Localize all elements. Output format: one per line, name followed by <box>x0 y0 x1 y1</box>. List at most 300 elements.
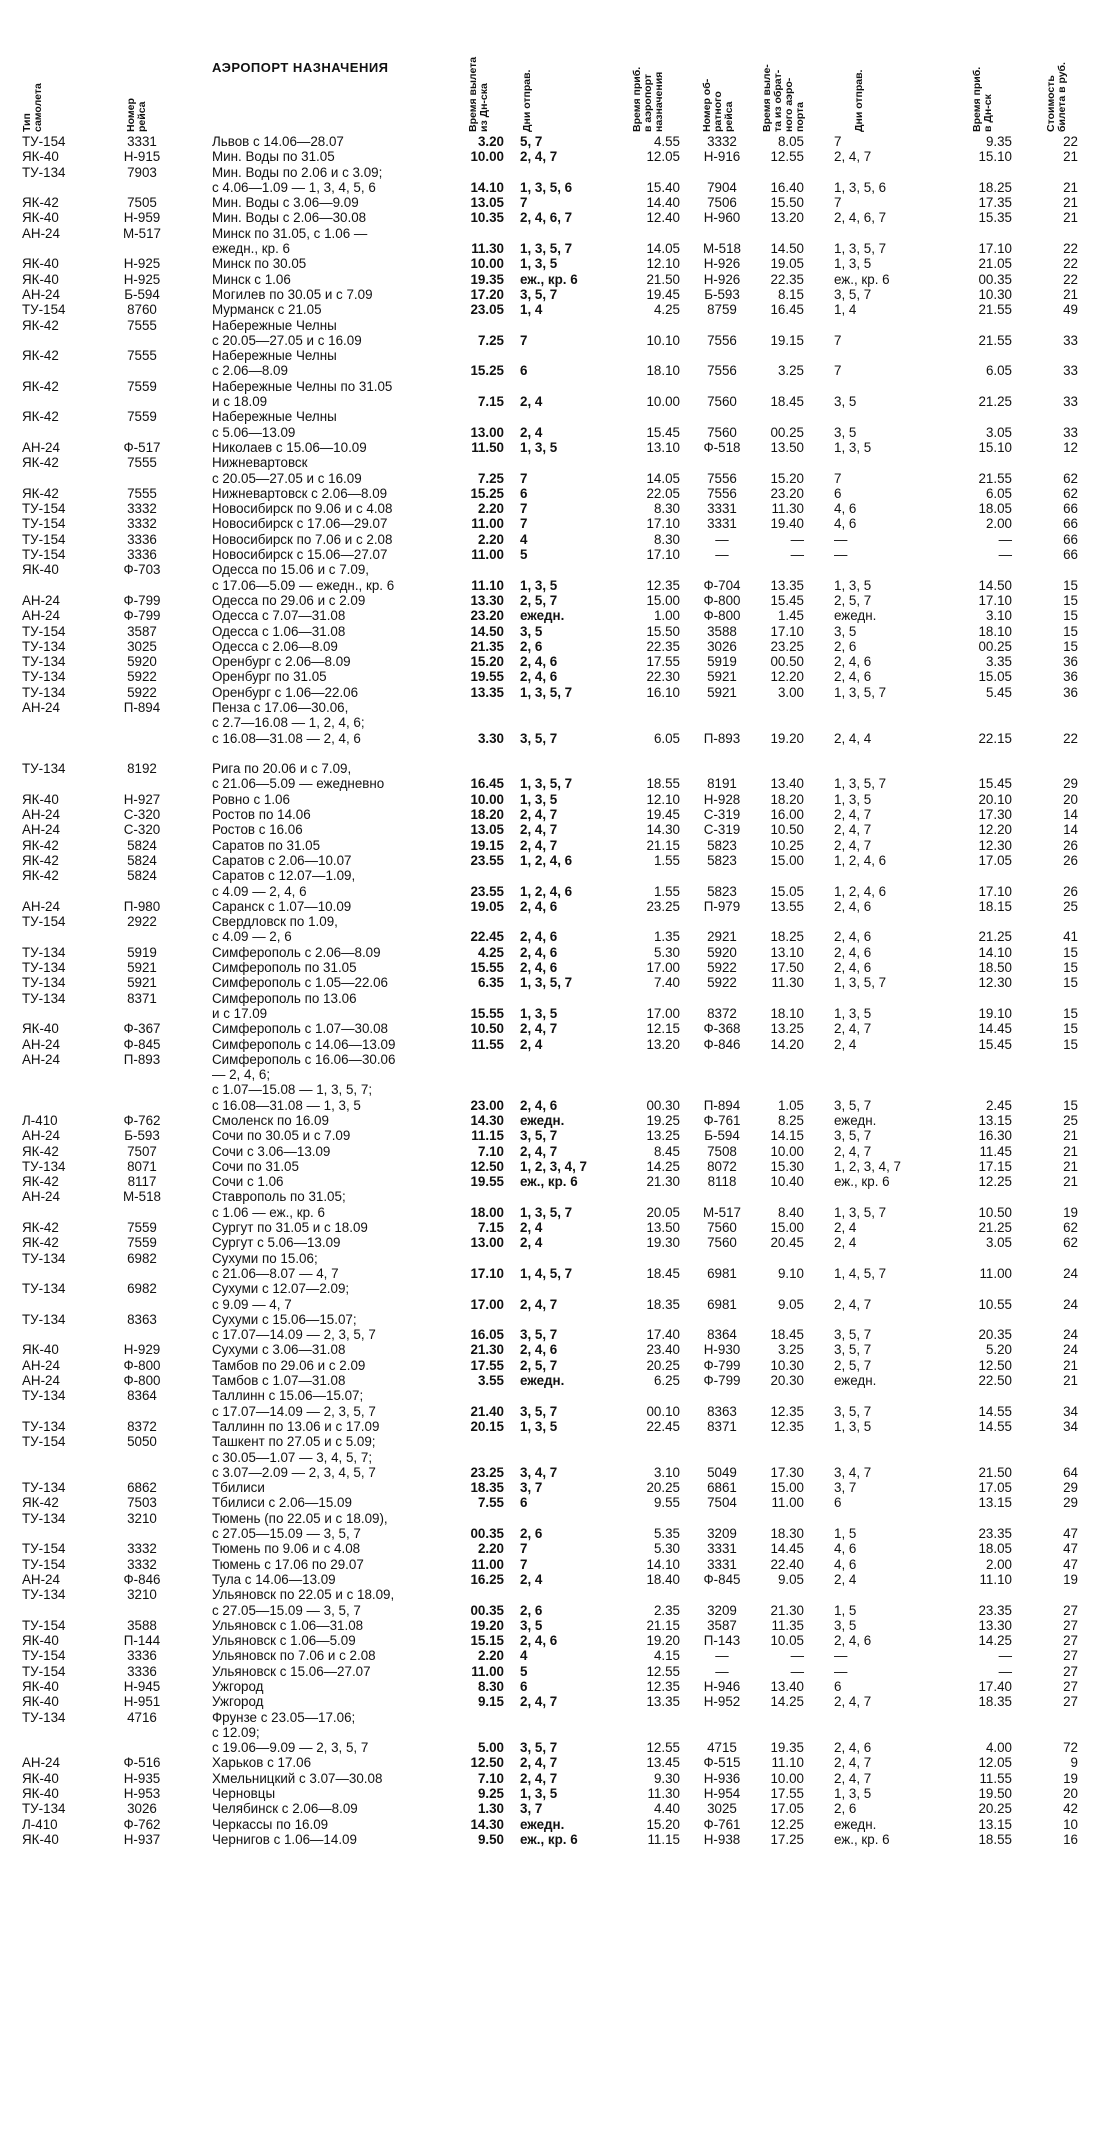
table-row <box>22 1327 1094 1342</box>
header-price: Стоимость билета в руб. <box>1045 62 1068 132</box>
arrival-time: 17.10 <box>646 516 680 532</box>
arrival-time: 13.35 <box>646 1694 680 1710</box>
aircraft-type: ТУ-154 <box>22 1434 66 1450</box>
departure-days: 2, 4, 7 <box>520 822 558 838</box>
return-days: 2, 4 <box>834 1220 857 1236</box>
return-arrival: 11.00 <box>979 1265 1012 1281</box>
departure-days: 2, 4 <box>520 424 543 440</box>
return-days: 2, 4, 7 <box>834 807 872 823</box>
departure-time: 16.45 <box>470 776 504 792</box>
aircraft-type: АН-24 <box>22 807 60 823</box>
return-arrival: 21.55 <box>978 470 1012 486</box>
return-days: — <box>834 547 848 563</box>
ticket-price: 27 <box>1063 1633 1078 1649</box>
return-arrival: 14.55 <box>978 1403 1012 1419</box>
aircraft-type: ЯК-40 <box>22 1694 59 1710</box>
departure-time: 23.05 <box>470 302 504 318</box>
return-flight: П-143 <box>703 1633 741 1649</box>
flight-number: Ф-367 <box>123 1021 161 1037</box>
flight-number: 7559 <box>127 409 157 425</box>
departure-days: 1, 3, 5, 6 <box>520 179 573 195</box>
flight-number: Ф-800 <box>123 1357 161 1373</box>
flight-number: 5824 <box>127 852 157 868</box>
destination: Минск по 31.05, с 1.06 — <box>212 225 368 241</box>
return-days: еж., кр. 6 <box>834 1174 890 1190</box>
arrival-time: 15.45 <box>646 424 680 440</box>
departure-time: 13.00 <box>470 1235 504 1251</box>
return-flight: 7556 <box>707 485 737 501</box>
departure-time: 3.30 <box>477 730 504 746</box>
aircraft-type: ТУ-154 <box>22 1617 66 1633</box>
departure-days: 4 <box>520 1648 528 1664</box>
return-days: 7 <box>834 332 842 348</box>
return-days: 2, 4, 6 <box>834 654 872 670</box>
ticket-price: 62 <box>1063 1235 1078 1251</box>
flight-number: 5824 <box>127 837 157 853</box>
return-days: 6 <box>834 1495 842 1511</box>
return-arrival: 23.35 <box>978 1602 1012 1618</box>
table-row <box>22 1725 1094 1740</box>
arrival-time: 11.15 <box>647 1831 680 1847</box>
departure-time: 16.25 <box>470 1571 504 1587</box>
return-days: 2, 4, 6 <box>834 960 872 976</box>
departure-days: 1, 3, 5 <box>520 1418 558 1434</box>
return-days: 2, 5, 7 <box>834 592 872 608</box>
return-departure: 12.35 <box>770 1418 804 1434</box>
return-arrival: 12.50 <box>978 1357 1012 1373</box>
arrival-time: 21.15 <box>646 1617 680 1633</box>
return-flight: Н-926 <box>703 256 741 272</box>
return-days: 2, 4, 7 <box>834 1021 872 1037</box>
return-arrival: 17.40 <box>978 1678 1012 1694</box>
return-departure: 8.15 <box>777 286 804 302</box>
aircraft-type: ТУ-134 <box>22 1510 66 1526</box>
flight-number: 7555 <box>127 485 157 501</box>
flight-number: 8364 <box>127 1388 157 1404</box>
return-days: 1, 3, 5 <box>834 1418 872 1434</box>
aircraft-type: ЯК-42 <box>22 455 59 471</box>
departure-days: 1, 3, 5 <box>520 577 558 593</box>
table-row <box>22 1281 1094 1296</box>
table-row <box>22 425 1094 440</box>
ticket-price: 29 <box>1063 776 1078 792</box>
header-departure-time: Время вылета из Дн-ска <box>467 56 490 132</box>
destination: Симферополь по 31.05 <box>212 960 357 976</box>
table-row <box>22 562 1094 577</box>
table-row <box>22 761 1094 776</box>
return-departure: 10.40 <box>770 1174 804 1190</box>
destination: Ташкент по 27.05 и с 5.09; <box>212 1434 376 1450</box>
return-days: 3, 4, 7 <box>834 1464 872 1480</box>
return-flight: 7560 <box>707 1220 737 1236</box>
return-arrival: — <box>998 531 1012 547</box>
return-arrival: 15.45 <box>978 1036 1012 1052</box>
return-departure: 13.10 <box>770 944 804 960</box>
destination: Черновцы <box>212 1786 276 1802</box>
return-departure: 17.55 <box>770 1786 804 1802</box>
return-departure: 17.10 <box>770 623 804 639</box>
return-departure: 11.00 <box>771 1495 804 1511</box>
aircraft-type: ТУ-154 <box>22 1648 66 1664</box>
return-flight: 3332 <box>707 134 737 149</box>
flight-number: 7555 <box>127 348 157 364</box>
departure-days: 2, 4, 7 <box>520 1296 558 1312</box>
table-row <box>22 1159 1094 1174</box>
departure-time: 11.50 <box>471 439 504 455</box>
return-days: 6 <box>834 1678 842 1694</box>
return-days: 2, 4 <box>834 1036 857 1052</box>
ticket-price: 29 <box>1063 1480 1078 1496</box>
arrival-time: 21.15 <box>646 837 680 853</box>
destination: и с 18.09 <box>212 394 268 410</box>
ticket-price: 14 <box>1063 807 1078 823</box>
destination: Одесса с 1.06—31.08 <box>212 623 346 639</box>
ticket-price: 22 <box>1063 730 1078 746</box>
arrival-time: 18.45 <box>646 1265 680 1281</box>
return-arrival: 10.30 <box>978 286 1012 302</box>
destination: Ульяновск с 1.06—31.08 <box>212 1617 364 1633</box>
ticket-price: 47 <box>1063 1556 1078 1572</box>
table-row <box>22 746 1094 761</box>
departure-time: 23.20 <box>470 608 504 624</box>
ticket-price: 19 <box>1063 1571 1078 1587</box>
departure-days: 1, 3, 5 <box>520 1005 558 1021</box>
flight-number: Б-594 <box>124 286 160 302</box>
table-row <box>22 1220 1094 1235</box>
table-row <box>22 578 1094 593</box>
arrival-time: 19.45 <box>646 807 680 823</box>
return-days: 2, 6 <box>834 1801 857 1817</box>
table-row <box>22 899 1094 914</box>
table-row <box>22 1817 1094 1832</box>
aircraft-type: ЯК-40 <box>22 1342 59 1358</box>
return-days: 1, 4 <box>834 302 857 318</box>
arrival-time: 4.40 <box>653 1801 680 1817</box>
aircraft-type: ТУ-154 <box>22 1663 66 1679</box>
return-arrival: 6.05 <box>985 363 1012 379</box>
return-flight: 5921 <box>707 684 737 700</box>
departure-time: 21.30 <box>470 1342 504 1358</box>
table-row <box>22 195 1094 210</box>
return-arrival: 3.35 <box>985 654 1012 670</box>
departure-days: 6 <box>520 1678 528 1694</box>
return-departure: 15.20 <box>770 470 804 486</box>
flight-number: 3331 <box>127 134 157 149</box>
aircraft-type: Л-410 <box>22 1816 58 1832</box>
return-flight: 7556 <box>707 470 737 486</box>
return-days: 2, 5, 7 <box>834 1357 872 1373</box>
return-days: 2, 4, 6 <box>834 929 872 945</box>
return-flight: 3331 <box>707 1556 737 1572</box>
departure-time: 1.30 <box>477 1801 504 1817</box>
table-row <box>22 1189 1094 1204</box>
destination: Минск по 30.05 <box>212 256 307 272</box>
return-departure: 13.50 <box>770 439 804 455</box>
aircraft-type: ЯК-42 <box>22 378 59 394</box>
return-flight: Н-938 <box>703 1831 741 1847</box>
arrival-time: 6.05 <box>653 730 680 746</box>
arrival-time: 5.30 <box>653 1541 680 1557</box>
aircraft-type: ТУ-134 <box>22 1480 66 1496</box>
return-flight: 7560 <box>707 394 737 410</box>
aircraft-type: ТУ-134 <box>22 164 66 180</box>
departure-time: 15.55 <box>470 960 504 976</box>
table-row <box>22 1664 1094 1679</box>
return-days: еж., кр. 6 <box>834 1831 890 1847</box>
arrival-time: 18.55 <box>646 776 680 792</box>
destination: Симферополь с 1.05—22.06 <box>212 975 389 991</box>
table-row <box>22 1434 1094 1449</box>
return-flight: 7560 <box>707 1235 737 1251</box>
flight-number: 7559 <box>127 1220 157 1236</box>
destination: Симферополь с 14.06—13.09 <box>212 1036 396 1052</box>
return-days: 1, 3, 5, 7 <box>834 684 887 700</box>
return-arrival: 14.50 <box>978 577 1012 593</box>
table-row <box>22 853 1094 868</box>
departure-days: 7 <box>520 195 528 211</box>
destination: с 16.08—31.08 — 2, 4, 6 <box>212 730 361 746</box>
return-flight: Н-916 <box>703 149 741 165</box>
return-flight: М-517 <box>703 1204 741 1220</box>
ticket-price: 25 <box>1063 1113 1078 1128</box>
aircraft-type: ЯК-42 <box>22 1220 59 1236</box>
arrival-time: 22.30 <box>646 669 680 685</box>
ticket-price: 15 <box>1063 960 1078 976</box>
ticket-price: 72 <box>1063 1740 1078 1756</box>
table-row <box>22 1801 1094 1816</box>
aircraft-type: ТУ-134 <box>22 1801 66 1817</box>
ticket-price: 14 <box>1063 822 1078 838</box>
table-row <box>22 532 1094 547</box>
return-arrival: 20.10 <box>978 791 1012 807</box>
departure-time: 11.55 <box>471 1036 504 1052</box>
destination: Сургут с 5.06—13.09 <box>212 1235 341 1251</box>
departure-days: 2, 4 <box>520 1036 543 1052</box>
departure-days: 7 <box>520 332 528 348</box>
departure-time: 19.05 <box>470 898 504 914</box>
flight-number: Н-945 <box>123 1678 161 1694</box>
departure-days: 1, 3, 5 <box>520 439 558 455</box>
header-return-flight: Номер об- ратного рейса <box>701 78 735 132</box>
departure-days: 1, 2, 3, 4, 7 <box>520 1158 587 1174</box>
ticket-price: 15 <box>1063 623 1078 639</box>
departure-days: 2, 4, 7 <box>520 1694 558 1710</box>
table-row <box>22 1021 1094 1036</box>
return-arrival: 11.55 <box>979 1770 1012 1786</box>
table-row <box>22 945 1094 960</box>
destination: Нижневартовск <box>212 455 308 471</box>
aircraft-type: ТУ-154 <box>22 1556 66 1572</box>
table-row <box>22 501 1094 516</box>
flight-number: 5921 <box>127 960 157 976</box>
table-row <box>22 1771 1094 1786</box>
destination: Тбилиси <box>212 1480 265 1496</box>
departure-time: 2.20 <box>477 1648 504 1664</box>
departure-days: 5 <box>520 1663 528 1679</box>
flight-number: 3588 <box>127 1617 157 1633</box>
return-arrival: 18.55 <box>978 1831 1012 1847</box>
ticket-price: 15 <box>1063 975 1078 991</box>
destination: Ровно с 1.06 <box>212 791 290 807</box>
return-flight: П-893 <box>703 730 741 746</box>
departure-days: 3, 5, 7 <box>520 286 558 302</box>
table-row <box>22 256 1094 271</box>
table-row <box>22 776 1094 791</box>
arrival-time: 19.30 <box>646 1235 680 1251</box>
flight-number: 2922 <box>127 914 157 930</box>
return-departure: 13.35 <box>770 577 804 593</box>
table-row <box>22 1297 1094 1312</box>
aircraft-type: ТУ-134 <box>22 669 66 685</box>
departure-days: 2, 4, 6 <box>520 960 558 976</box>
ticket-price: 21 <box>1063 179 1078 195</box>
return-flight: Ф-518 <box>703 439 741 455</box>
arrival-time: 20.25 <box>646 1480 680 1496</box>
return-flight: 8364 <box>707 1327 737 1343</box>
aircraft-type: АН-24 <box>22 1571 60 1587</box>
return-flight: 5049 <box>707 1464 737 1480</box>
return-arrival: 17.10 <box>978 883 1012 899</box>
return-days: 1, 2, 4, 6 <box>834 883 887 899</box>
return-arrival: 21.50 <box>978 1464 1012 1480</box>
departure-time: 7.15 <box>477 1220 504 1236</box>
flight-number: Н-951 <box>123 1694 161 1710</box>
destination: Саратов с 2.06—10.07 <box>212 852 352 868</box>
return-departure: 16.00 <box>770 807 804 823</box>
ticket-price: 24 <box>1063 1327 1078 1343</box>
departure-days: 1, 3, 5, 7 <box>520 241 573 257</box>
return-arrival: 22.15 <box>978 730 1012 746</box>
return-departure: 15.00 <box>770 1480 804 1496</box>
destination: Тюмень с 17.06 по 29.07 <box>212 1556 364 1572</box>
departure-time: 11.00 <box>471 1663 504 1679</box>
return-days: 1, 3, 5 <box>834 256 872 272</box>
return-flight: 7508 <box>707 1143 737 1159</box>
aircraft-type: АН-24 <box>22 225 60 241</box>
return-flight: Ф-846 <box>703 1036 741 1052</box>
return-arrival: 12.20 <box>978 822 1012 838</box>
flight-number: П-144 <box>123 1633 161 1649</box>
return-departure: 13.20 <box>770 210 804 226</box>
return-arrival: 14.45 <box>978 1021 1012 1037</box>
return-arrival: 13.15 <box>978 1113 1012 1128</box>
flight-number: 5050 <box>127 1434 157 1450</box>
aircraft-type: АН-24 <box>22 439 60 455</box>
aircraft-type: ТУ-134 <box>22 1709 66 1725</box>
ticket-price: 12 <box>1063 439 1078 455</box>
return-arrival: 17.15 <box>978 1158 1012 1174</box>
return-departure: 16.45 <box>770 302 804 318</box>
ticket-price: 21 <box>1063 1128 1078 1144</box>
ticket-price: 33 <box>1063 394 1078 410</box>
table-row <box>22 1587 1094 1602</box>
table-row <box>22 409 1094 424</box>
return-arrival: 13.15 <box>978 1816 1012 1832</box>
departure-time: 5.00 <box>477 1740 504 1756</box>
departure-days: 1, 3, 5, 7 <box>520 1204 573 1220</box>
departure-time: 11.15 <box>471 1128 504 1144</box>
ticket-price: 21 <box>1063 286 1078 302</box>
return-departure: 18.25 <box>770 929 804 945</box>
return-flight: 8371 <box>707 1418 737 1434</box>
ticket-price: 21 <box>1063 1143 1078 1159</box>
table-row <box>22 868 1094 883</box>
destination: с 16.08—31.08 — 1, 3, 5 <box>212 1097 361 1113</box>
destination: Сухуми с 3.06—31.08 <box>212 1342 346 1358</box>
arrival-time: 17.10 <box>646 547 680 563</box>
return-days: 3, 5 <box>834 623 857 639</box>
arrival-time: 13.45 <box>646 1755 680 1771</box>
return-arrival: 3.05 <box>985 1235 1012 1251</box>
return-days: — <box>834 1663 848 1679</box>
return-flight: — <box>715 1663 729 1679</box>
return-flight: 7904 <box>707 179 737 195</box>
table-row <box>22 302 1094 317</box>
destination: с 17.06—5.09 — ежедн., кр. 6 <box>212 577 395 593</box>
arrival-time: 9.55 <box>653 1495 680 1511</box>
destination: — 2, 4, 6; <box>212 1067 271 1083</box>
header-return-departure: Время выле- та из обрат- ного аэро- порта <box>761 64 806 132</box>
destination: Ульяновск с 15.06—27.07 <box>212 1663 371 1679</box>
aircraft-type: ЯК-40 <box>22 1678 59 1694</box>
return-arrival: 13.15 <box>978 1495 1012 1511</box>
table-row <box>22 1755 1094 1770</box>
ticket-price: 49 <box>1063 302 1078 318</box>
return-arrival: 23.35 <box>978 1526 1012 1542</box>
departure-days: 5, 7 <box>520 134 543 149</box>
table-row <box>22 731 1094 746</box>
return-arrival: 19.10 <box>978 1005 1012 1021</box>
aircraft-type: ЯК-42 <box>22 1495 59 1511</box>
arrival-time: 21.50 <box>646 271 680 287</box>
return-arrival: 10.55 <box>978 1296 1012 1312</box>
return-departure: 12.35 <box>770 1403 804 1419</box>
destination: Набережные Челны <box>212 409 337 425</box>
return-departure: — <box>790 1663 804 1679</box>
aircraft-type: ТУ-154 <box>22 516 66 532</box>
return-arrival: 3.05 <box>985 424 1012 440</box>
return-days: 1, 3, 5, 7 <box>834 241 887 257</box>
return-departure: 11.30 <box>771 975 804 991</box>
arrival-time: 00.10 <box>646 1403 680 1419</box>
departure-days: 1, 3, 5, 7 <box>520 975 573 991</box>
return-days: 3, 7 <box>834 1480 857 1496</box>
flight-number: 3025 <box>127 638 157 654</box>
table-row <box>22 226 1094 241</box>
destination: Сочи по 31.05 <box>212 1158 299 1174</box>
destination: Ульяновск по 7.06 и с 2.08 <box>212 1648 376 1664</box>
return-flight: Н-946 <box>703 1678 741 1694</box>
return-flight: Ф-368 <box>703 1021 741 1037</box>
return-arrival: 14.55 <box>978 1418 1012 1434</box>
table-row <box>22 379 1094 394</box>
ticket-price: 21 <box>1063 149 1078 165</box>
table-row <box>22 1557 1094 1572</box>
arrival-time: 19.25 <box>646 1113 680 1128</box>
flight-number: 5922 <box>127 684 157 700</box>
table-row <box>22 165 1094 180</box>
destination: Нижневартовск с 2.06—8.09 <box>212 485 388 501</box>
flight-number: Ф-762 <box>123 1816 161 1832</box>
destination: Фрунзе с 23.05—17.06; <box>212 1709 356 1725</box>
departure-time: 21.35 <box>470 638 504 654</box>
return-flight: 3588 <box>707 623 737 639</box>
ticket-price: 34 <box>1063 1418 1078 1434</box>
destination: Сухуми по 15.06; <box>212 1250 318 1266</box>
table-row <box>22 1358 1094 1373</box>
destination: Могилев по 30.05 и с 7.09 <box>212 286 373 302</box>
flight-number: Ф-703 <box>123 562 161 578</box>
